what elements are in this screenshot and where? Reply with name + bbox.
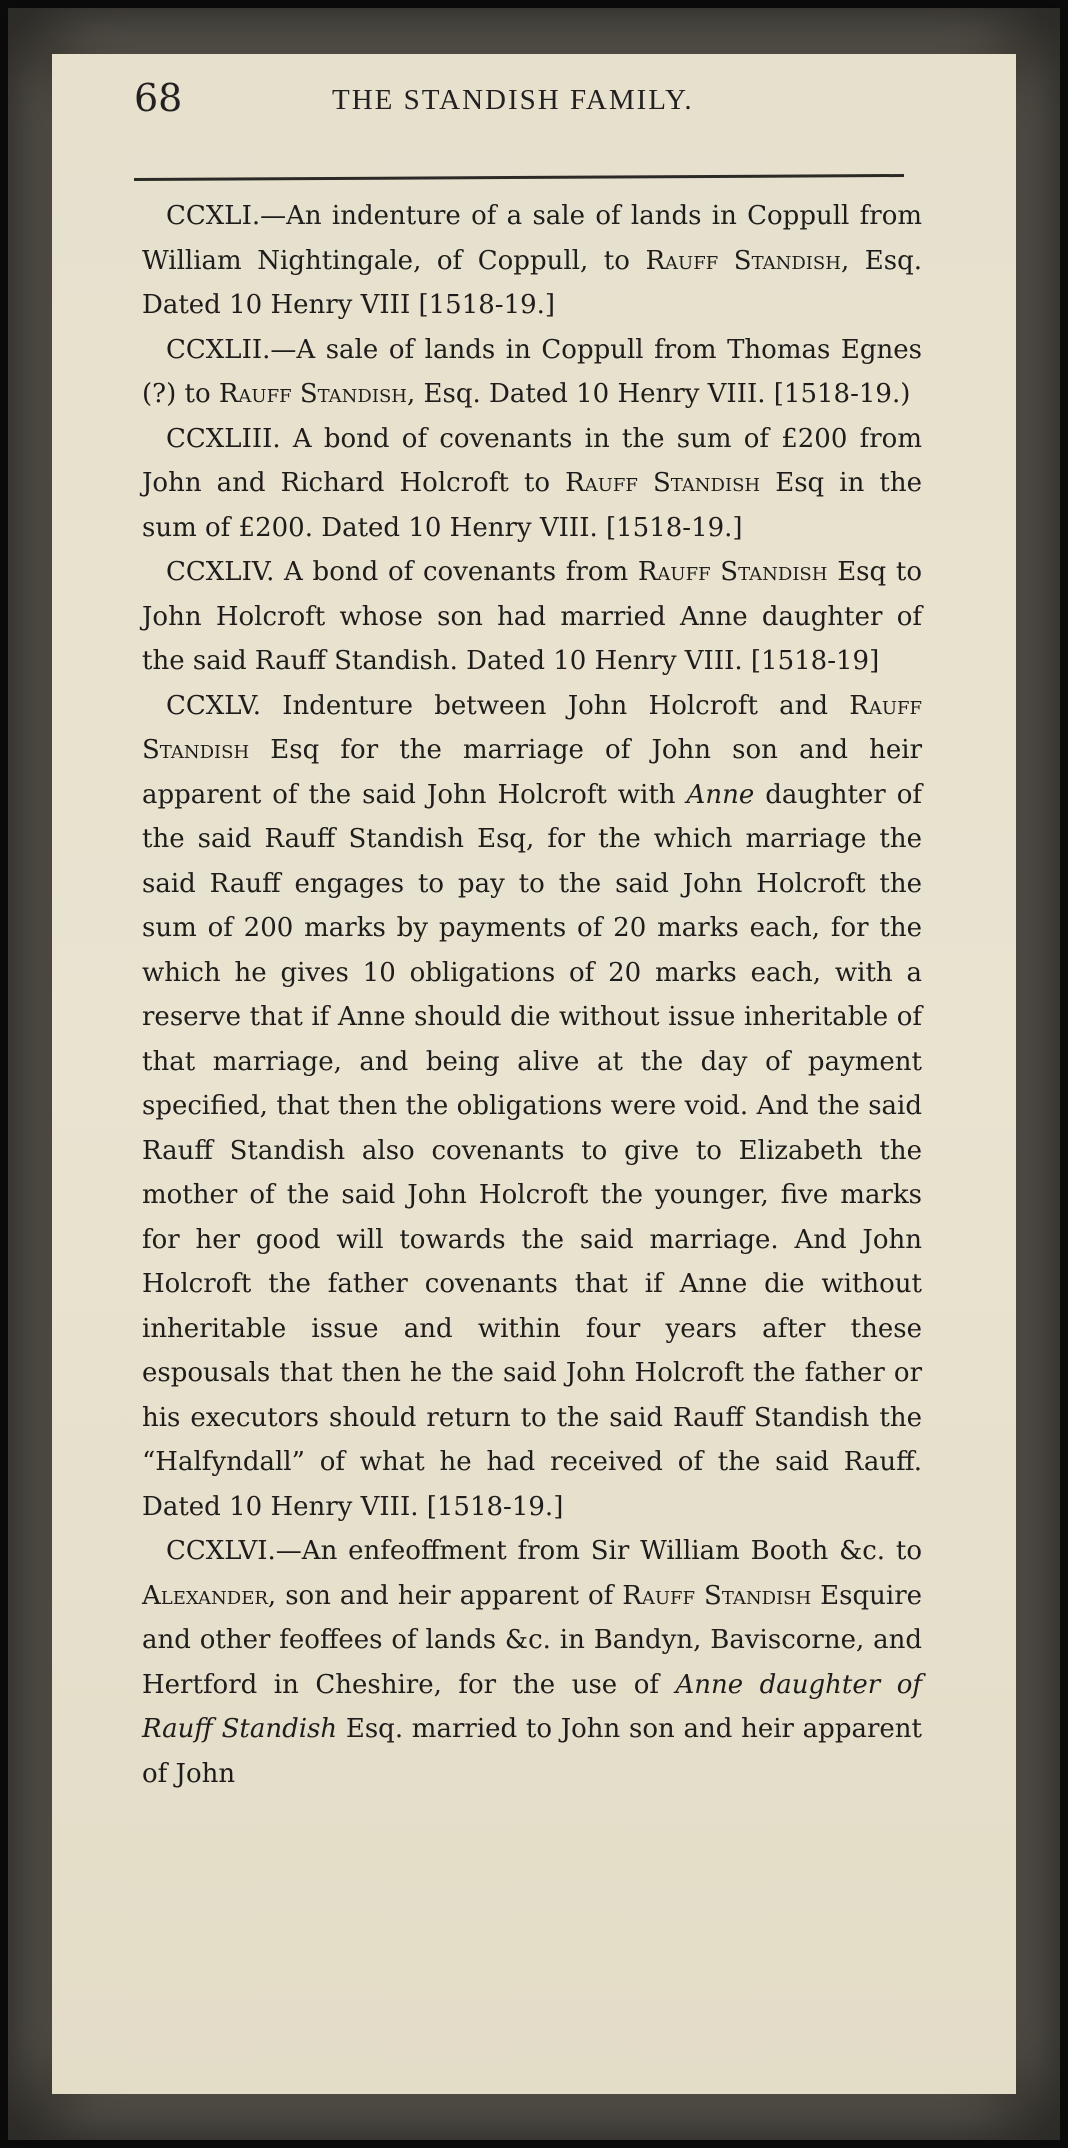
running-head: THE STANDISH FAMILY. <box>332 84 694 116</box>
entry-ccxli: CCXLI.—An indenture of a sale of lands in Coppull from William Nightingale, of Coppull, to Rauff Standish, Esq. Dated 10 Henry VIII [1518-19.] <box>142 201 923 320</box>
entry-ccxlv: CCXLV. Indenture between John Holcroft and Rauff Standish Esq for the marriage of John son and heir apparent of the said John Holcroft with Anne daughter of the said Rauff Standish Esq, for the which marriage the said Rauff engages to pay to the said John Holcroft the sum of 200 marks by payments of 20 marks each, for the which he gives 10 obligations of 20 marks each, with a reserve that if Anne should die without issue inheritable of that marriage, and being alive at the day of payment specified, that then the obligations were void. And the said Rauff Standish also covenants to give to Elizabeth the mother of the said John Holcroft the younger, five marks for her good will towards the said marriage. And John Holcroft the father covenants that if Anne die without inheritable issue and within four years after these espousals that then he the said John Holcroft the father or his executors should return to the said Rauff Standish the “Halfyndall” of what he had received of the said Rauff. Dated 10 Henry VIII. [1518-19.] <box>142 690 922 1522</box>
entry-ccxliii: CCXLIII. A bond of covenants in the sum of £200 from John and Richard Holcroft to Rauff Standish Esq in the sum of £200. Dated 10 Henry VIII. [1518-19.] <box>142 423 923 543</box>
entry-ccxlii: CCXLII.—A sale of lands in Coppull from Thomas Egnes (?) to Rauff Standish, Esq. Dated 10 Henry VIII. [1518-19.) <box>142 334 922 409</box>
body-text <box>142 194 922 1796</box>
entry-ccxliv: CCXLIV. A bond of covenants from Rauff Standish Esq to John Holcroft whose son had married Anne daughter of the said Rauff Standish. Dated 10 Henry VIII. [1518-19] <box>142 557 922 676</box>
page-number: 68 <box>134 76 183 120</box>
entry-ccxlvi: CCXLVI.—An enfeoffment from Sir William Booth &c. to Alexander, son and heir apparent of Rauff Standish Esquire and other feoffees of lands &c. in Bandyn, Baviscorne, and Hertford in Cheshire, for the use of Anne daughter of Rauff Standish Esq. married to John son and heir apparent of John <box>142 1536 923 1789</box>
page-header <box>84 70 904 130</box>
